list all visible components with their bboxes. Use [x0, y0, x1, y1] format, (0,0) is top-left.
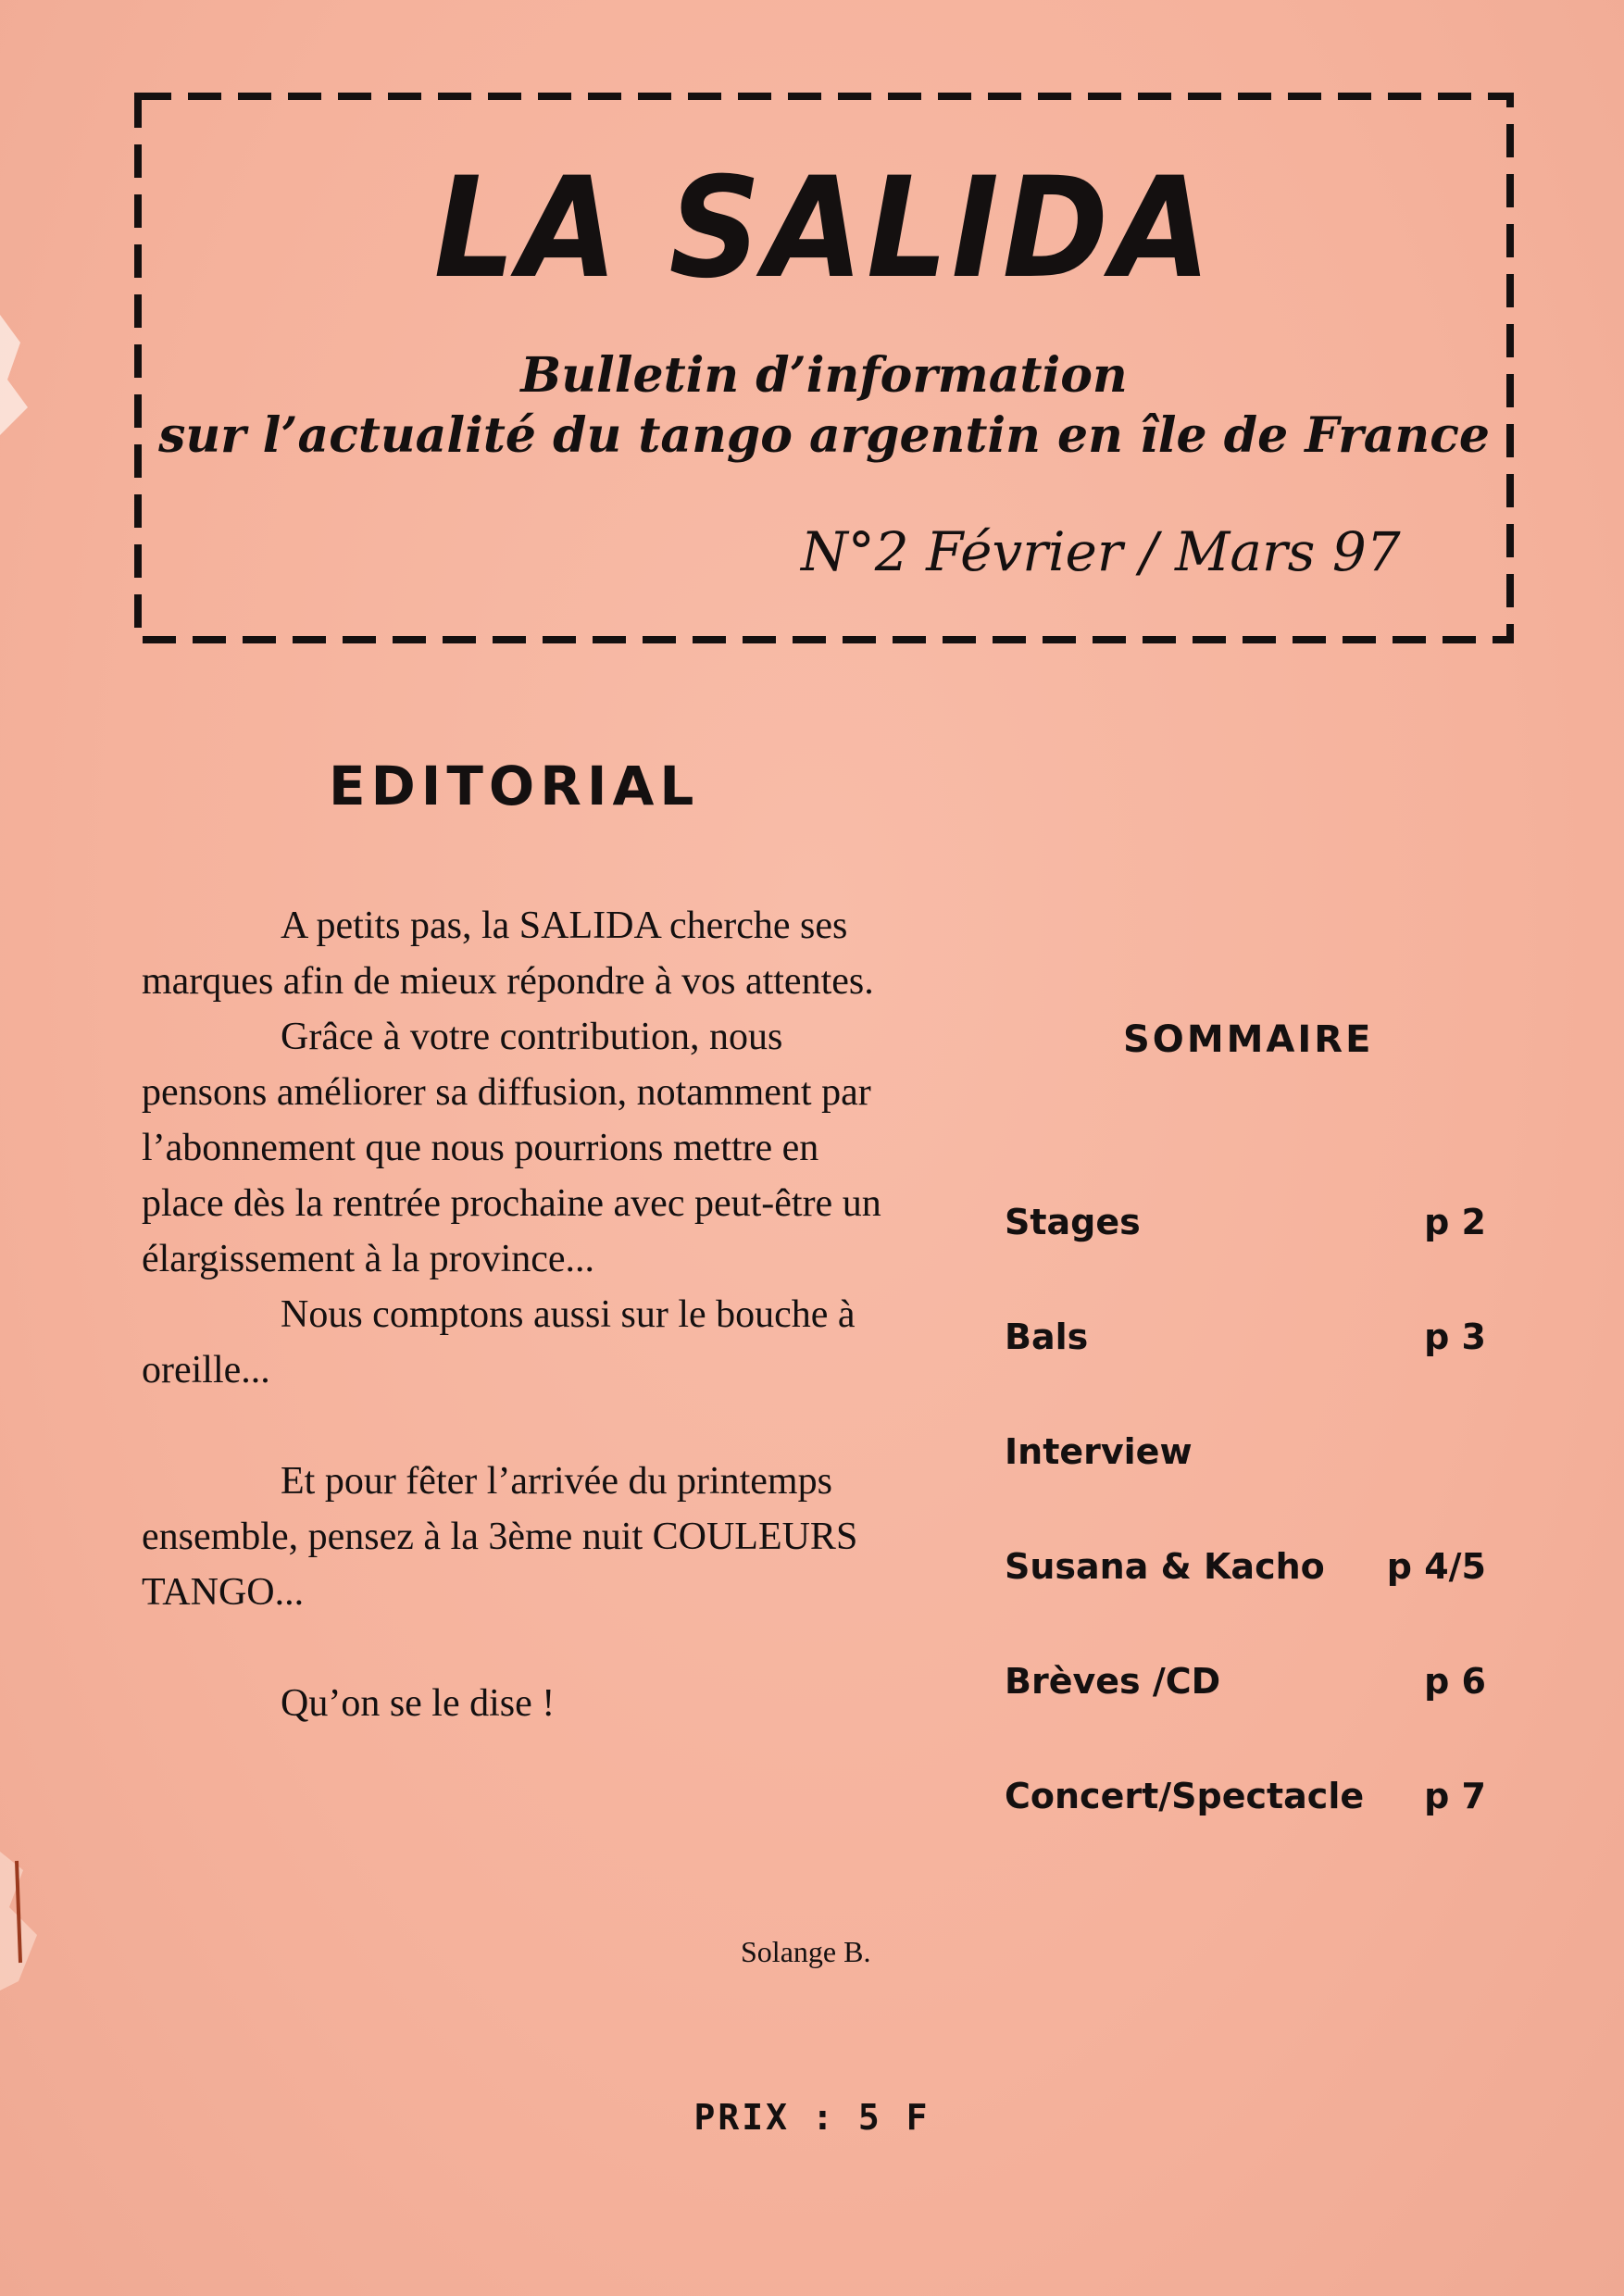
- toc-item-label: Stages: [1005, 1202, 1141, 1242]
- editorial-paragraph: Nous comptons aussi sur le bouche à oreille...: [142, 1293, 856, 1391]
- toc-item: [1005, 1546, 1486, 1661]
- editorial-heading: EDITORIAL: [329, 755, 700, 817]
- price: [0, 2097, 1624, 2138]
- toc-item-page: p 2: [1424, 1202, 1486, 1242]
- newsletter-title: LA SALIDA: [433, 148, 1215, 309]
- issue-number: N°2 Février / Mars 97: [801, 520, 1401, 583]
- toc-item-page: p 6: [1424, 1661, 1486, 1702]
- subtitle-line-2: sur l’actualité du tango argentin en île de France: [158, 407, 1490, 464]
- toc-item-page: p 7: [1424, 1776, 1486, 1816]
- editorial-signature: Solange B.: [741, 1935, 871, 1968]
- price-label: PRIX: [693, 2097, 790, 2138]
- toc-item-label: Interview: [1005, 1431, 1193, 1472]
- toc-item-label: Bals: [1005, 1316, 1089, 1357]
- toc-item: [1005, 1431, 1486, 1546]
- toc-item-page: p 3: [1424, 1316, 1486, 1357]
- toc-item-label: Brèves /CD: [1005, 1661, 1221, 1702]
- toc-item-label: Susana & Kacho: [1005, 1546, 1325, 1587]
- table-of-contents: [1005, 1202, 1486, 1890]
- price-separator: :: [811, 2097, 836, 2138]
- toc-item-page: p 4/5: [1386, 1546, 1486, 1587]
- editorial-paragraph: A petits pas, la SALIDA cherche ses marques afin de mieux répondre à vos attentes.: [142, 905, 874, 1003]
- editorial-paragraph: Qu’on se le dise !: [281, 1682, 556, 1725]
- editorial-body: [142, 898, 910, 1731]
- editorial-paragraph: Et pour fêter l’arrivée du printemps ensemble, pensez à la 3ème nuit COULEURS TANGO...: [142, 1460, 858, 1614]
- price-value: 5 F: [857, 2097, 931, 2138]
- toc-item: [1005, 1202, 1486, 1316]
- sommaire-heading: SOMMAIRE: [1123, 1018, 1374, 1061]
- subtitle-line-1: Bulletin d’information: [520, 347, 1128, 404]
- toc-item: [1005, 1776, 1486, 1890]
- toc-item: [1005, 1316, 1486, 1431]
- torn-left-edge: [0, 0, 148, 2296]
- toc-item: [1005, 1661, 1486, 1776]
- editorial-paragraph: Grâce à votre contribution, nous pensons améliorer sa diffusion, notamment par l’abonnement que nous pourrions mettre en place dès la rentrée prochaine avec peut-être un élargissement à la province...: [142, 1016, 881, 1280]
- toc-item-label: Concert/Spectacle: [1005, 1776, 1365, 1816]
- masthead: [134, 93, 1514, 643]
